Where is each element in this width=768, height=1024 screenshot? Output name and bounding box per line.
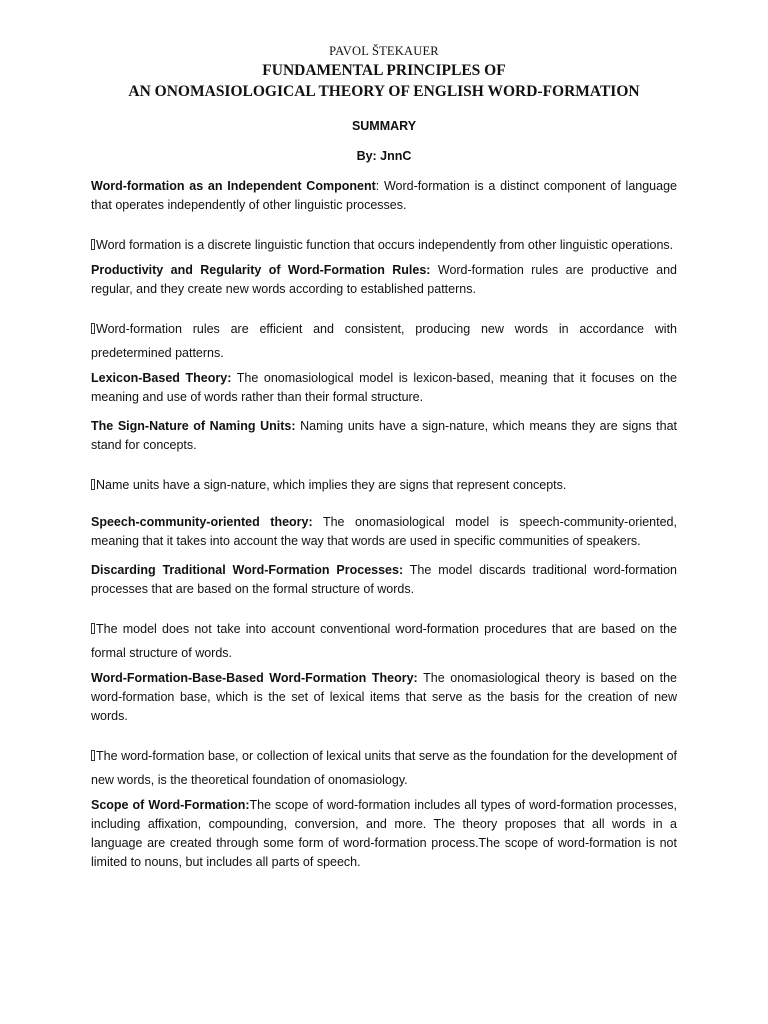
paraphrase-discarding-processes [91, 617, 677, 665]
section-productivity [91, 261, 677, 299]
missing-glyph-icon [91, 239, 95, 250]
section-base-based-theory [91, 669, 677, 726]
paraphrase-text: Word-formation rules are efficient and consistent, producing new words in accordance with predetermined patterns. [91, 322, 677, 360]
section-text: The onomasiological model is lexicon-based, meaning that it focuses on the meaning and use of words rather than their formal structure. [91, 371, 677, 404]
section-lexicon-based [91, 369, 677, 407]
paraphrase-sign-nature [91, 473, 677, 497]
section-term: Word-formation as an Independent Component [91, 179, 376, 193]
paraphrase-text: Word formation is a discrete linguistic function that occurs independently from other linguistic operations. [96, 238, 674, 252]
section-text: Naming units have a sign-nature, which means they are signs that stand for concepts. [91, 419, 677, 452]
paraphrase-independent-component [91, 233, 677, 257]
author-name: PAVOL ŠTEKAUER [329, 44, 439, 58]
paraphrase-text: The word-formation base, or collection of lexical units that serve as the foundation for the development of new words, is the theoretical foundation of onomasiology. [91, 749, 677, 787]
section-sign-nature [91, 417, 677, 455]
section-term: Productivity and Regularity of Word-Formation Rules: [91, 263, 431, 277]
missing-glyph-icon [91, 623, 95, 634]
section-term: The Sign-Nature of Naming Units: [91, 419, 296, 433]
summary-heading: SUMMARY [351, 119, 417, 133]
missing-glyph-icon [91, 479, 95, 490]
paraphrase-text: Name units have a sign-nature, which implies they are signs that represent concepts. [96, 478, 567, 492]
byline: By: JnnC [356, 149, 412, 163]
section-term: Lexicon-Based Theory: [91, 371, 232, 385]
section-text: The onomasiological model is speech-community-oriented, meaning that it takes into account the way that words are used in specific communities of speakers. [91, 515, 677, 548]
paraphrase-productivity [91, 317, 677, 365]
section-text: The scope of word-formation includes all types of word-formation processes, including affixation, compounding, conversion, and more. The theory proposes that all words in a language are created through some form of word-formation process.The scope of word-formation is not limited to nouns, but includes all parts of speech. [91, 798, 677, 869]
section-term: Scope of Word-Formation: [91, 798, 250, 812]
missing-glyph-icon [91, 323, 95, 334]
section-text: The onomasiological theory is based on the word-formation base, which is the set of lexical items that serve as the basis for the creation of new words. [91, 671, 678, 723]
section-term: Discarding Traditional Word-Formation Processes: [91, 563, 404, 577]
section-independent-component [91, 177, 677, 215]
title-line-2: AN ONOMASIOLOGICAL THEORY OF ENGLISH WORD-FORMATION [128, 83, 640, 100]
paraphrase-text: The model does not take into account conventional word-formation procedures that are based on the formal structure of words. [91, 622, 677, 660]
section-text: : Word-formation is a distinct component of language that operates independently of other linguistic processes. [91, 179, 677, 212]
section-term: Speech-community-oriented theory: [91, 515, 313, 529]
title-line-1: FUNDAMENTAL PRINCIPLES OF [262, 62, 506, 79]
missing-glyph-icon [91, 750, 95, 761]
paraphrase-base-based-theory [91, 744, 677, 792]
document-content [91, 42, 677, 872]
section-discarding-processes [91, 561, 677, 599]
section-text: The model discards traditional word-formation processes that are based on the formal structure of words. [91, 563, 677, 596]
section-term: Word-Formation-Base-Based Word-Formation Theory: [91, 671, 418, 685]
section-scope [91, 796, 677, 872]
section-text: Word-formation rules are productive and regular, and they create new words according to established patterns. [91, 263, 677, 296]
section-speech-community [91, 513, 677, 551]
